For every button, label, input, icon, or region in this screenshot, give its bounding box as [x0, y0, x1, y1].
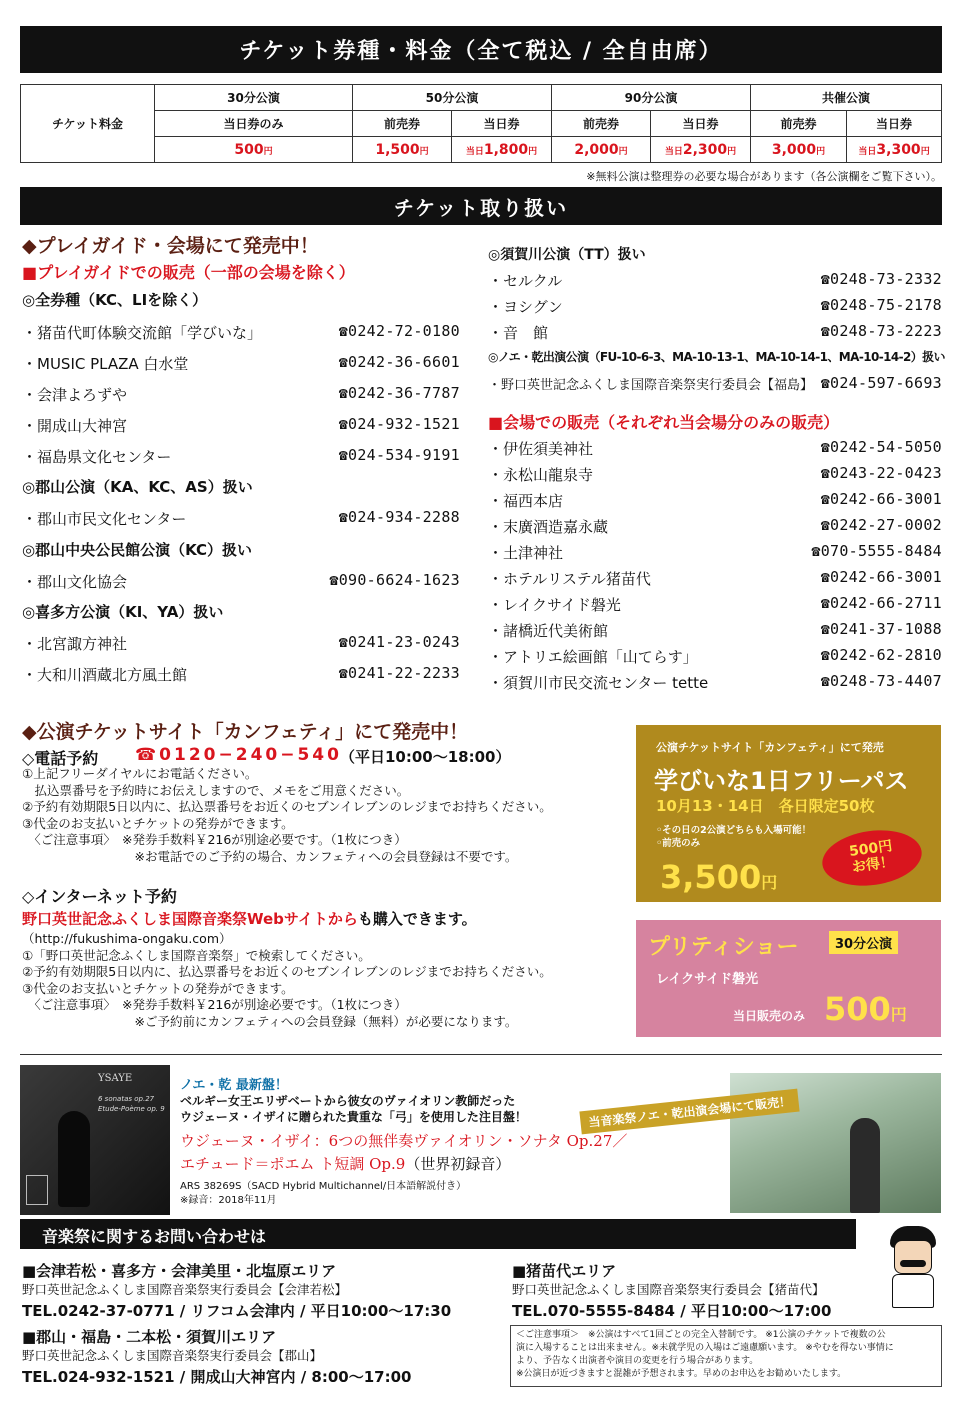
outlet-row — [22, 633, 460, 654]
artist-figure — [850, 1118, 880, 1213]
cd-desc: ベルギー女王エリザベートから彼女のヴァイオリン教師だった — [180, 1094, 516, 1108]
outlet-row — [22, 508, 460, 529]
outlet-name: ・福西本店 — [488, 492, 564, 510]
fee-type: 前売券 — [751, 111, 847, 137]
mascot-icon — [884, 1226, 940, 1308]
cd-label-line: ノエ・乾 最新盤！ — [180, 1078, 288, 1093]
category-label: ◎郡山公演（KA、KC、AS）扱い — [22, 478, 253, 496]
outlet-phone[interactable]: ☎0248-73-2332 — [820, 270, 942, 288]
outlet-phone[interactable]: ☎0242-66-2711 — [820, 594, 942, 612]
section-divider — [20, 1054, 942, 1055]
outlet-phone[interactable]: ☎0242-62-2810 — [820, 646, 942, 664]
playguide-subheading: ■プレイガイドでの販売（一部の会場を除く） — [22, 263, 355, 282]
phone-number[interactable]: ☎0120−240−540 — [135, 745, 342, 765]
outlet-name: ・永松山龍泉寺 — [488, 466, 594, 484]
contact-area-title: ■郡山・福島・二本松・須賀川エリア — [22, 1328, 277, 1346]
pretty-show-tag: 30分公演 — [829, 931, 898, 954]
net-site-link[interactable]: 野口英世記念ふくしま国際音楽祭Webサイトから — [22, 910, 358, 928]
sukagawa-label: ◎須賀川公演（TT）扱い — [488, 247, 646, 263]
outlet-row — [22, 664, 460, 685]
fee-group: 30分公演 — [155, 85, 353, 111]
fee-section-title: チケット券種・料金（全て税込 / 全自由席） — [239, 39, 723, 64]
outlet-row — [488, 296, 942, 317]
cd-cover-sub: Etude-Poème op. 9 — [98, 1105, 165, 1113]
outlet-phone[interactable]: ☎0242-66-3001 — [820, 490, 942, 508]
fee-price: 3,000円 — [751, 137, 847, 163]
outlet-phone[interactable]: ☎0242-36-7787 — [338, 384, 460, 402]
outlet-phone[interactable]: ☎024-932-1521 — [338, 415, 460, 433]
contact-area-tel[interactable]: TEL.024-932-1521 / 開成山大神宮内 / 8:00〜17:00 — [22, 1368, 412, 1386]
phone-instructions: ①上記フリーダイヤルにお電話ください。 払込票番号を予約時にお伝えしますので、メモをご用意ください。 ②予約有効期限5日以内に、払込票番号をお近くのセブンイレブンのレジまでお持ちください。 ③代金のお支払いとチケットの発券ができます。 〈ご注意事項〉 ※発券手数料￥216が別途必要です。（1枚につき） ※お電話でのご予約の場合、カンフェティへの会員登録は不要です。 — [22, 766, 552, 864]
outlet-name: ・郡山市民文化センター — [22, 510, 187, 528]
fee-price: 500円 — [155, 137, 353, 163]
cd-cover-title: YSAYE — [98, 1073, 133, 1084]
outlet-row — [488, 374, 942, 393]
outlet-row — [488, 438, 942, 459]
fee-price: 当日3,300円 — [847, 137, 942, 163]
fee-price: 1,500円 — [353, 137, 452, 163]
outlet-name: ・ホテルリステル猪苗代 — [488, 570, 651, 588]
fee-group: 90分公演 — [552, 85, 751, 111]
outlet-row — [488, 542, 942, 563]
free-pass-top: 公演チケットサイト「カンフェティ」にて発売 — [656, 741, 884, 754]
contact-area-title: ■猪苗代エリア — [512, 1262, 617, 1280]
outlet-phone[interactable]: ☎070-5555-8484 — [811, 542, 942, 560]
outlet-phone[interactable]: ☎0242-54-5050 — [820, 438, 942, 456]
outlet-phone[interactable]: ☎090-6624-1623 — [329, 571, 460, 589]
fee-table — [20, 84, 942, 163]
fee-type: 前売券 — [552, 111, 651, 137]
cd-title: エチュード＝ポエム ト短調 Op.9（世界初録音） — [180, 1155, 511, 1173]
outlet-row — [22, 384, 460, 405]
pretty-show-label: 当日販売のみ — [733, 1009, 806, 1023]
contact-area-tel[interactable]: TEL.0242-37-0771 / リフコム会津内 / 平日10:00〜17:30 — [22, 1302, 452, 1320]
outlet-row — [22, 415, 460, 436]
outlet-name: ・福島県文化センター — [22, 448, 172, 466]
free-pass-box — [636, 725, 941, 902]
outlet-phone[interactable]: ☎024-597-6693 — [820, 374, 942, 392]
category-label: ◎郡山中央公民館公演（KC）扱い — [22, 541, 253, 559]
free-pass-note: ◦前売のみ — [656, 838, 701, 849]
category-label: ◎喜多方公演（KI、YA）扱い — [22, 603, 224, 621]
outlet-row — [22, 322, 460, 343]
outlet-row — [488, 270, 942, 291]
outlet-row — [22, 353, 460, 374]
free-pass-dates: 10月13・14日 各日限定50枚 — [656, 797, 875, 815]
outlet-phone[interactable]: ☎0248-73-4407 — [820, 672, 942, 690]
outlet-name: ・MUSIC PLAZA 白水堂 — [22, 355, 189, 373]
outlet-phone[interactable]: ☎0242-66-3001 — [820, 568, 942, 586]
contact-area-tel[interactable]: TEL.070-5555-8484 / 平日10:00〜17:00 — [512, 1302, 832, 1320]
outlet-phone[interactable]: ☎0248-73-2223 — [820, 322, 942, 340]
outlet-phone[interactable]: ☎0241-23-0243 — [338, 633, 460, 651]
fee-price: 当日2,300円 — [651, 137, 751, 163]
contact-notes-box: ＜ご注意事項＞ ※公演はすべて1回ごとの完全入替制です。 ※1公演のチケットで複数の公 演に入場することは出来ません。※未就学児の入場はご遠慮願います。 ※やむを得ない事情に より、予告なく出演者や演目の変更を行う場合があります。 ※公演日が近づきますと混雑が予想されます。早めのお申込をお勧めいたします。 — [510, 1325, 942, 1387]
ticket-section-header — [20, 187, 942, 225]
outlet-phone[interactable]: ☎024-534-9191 — [338, 446, 460, 464]
cd-catalog: ARS 38269S（SACD Hybrid Multichannel/日本語解説付き） — [180, 1181, 467, 1192]
outlet-name: ・開成山大神宮 — [22, 417, 128, 435]
outlet-row — [488, 490, 942, 511]
all-tickets-label: ◎全券種（KC、LIを除く） — [22, 291, 208, 309]
fee-group: 50分公演 — [353, 85, 552, 111]
cd-desc: ウジェーヌ・イザイに贈られた貴重な「弓」を使用した注目盤！ — [180, 1110, 527, 1124]
phone-label: ◇電話予約 — [22, 749, 99, 768]
outlet-row — [488, 672, 942, 693]
outlet-name: ・土津神社 — [488, 544, 564, 562]
outlet-phone[interactable]: ☎0241-22-2233 — [338, 664, 460, 682]
outlet-phone[interactable]: ☎0242-36-6601 — [338, 353, 460, 371]
fee-type: 当日券 — [847, 111, 942, 137]
pretty-show-box — [636, 920, 941, 1037]
playguide-heading: ◆プレイガイド・会場にて発売中！ — [22, 235, 319, 257]
contact-title: 音楽祭に関するお問い合わせは — [42, 1227, 267, 1246]
outlet-name: ・郡山文化協会 — [22, 573, 128, 591]
outlet-name: ・音 館 — [488, 324, 549, 342]
fee-type: 当日券 — [452, 111, 552, 137]
outlet-row — [22, 446, 460, 467]
outlet-row — [22, 571, 460, 592]
outlet-name: ・北宮諏方神社 — [22, 635, 128, 653]
fee-price: 当日1,800円 — [452, 137, 552, 163]
confetti-heading: ◆公演チケットサイト「カンフェティ」にて発売中！ — [22, 721, 469, 743]
outlet-row — [488, 620, 942, 641]
outlet-phone[interactable]: ☎0242-72-0180 — [338, 322, 460, 340]
phone-hours: （平日10:00〜18:00） — [340, 748, 511, 766]
outlet-phone[interactable]: ☎024-934-2288 — [338, 508, 460, 526]
savings-badge: 500円 お得！ — [819, 824, 926, 891]
venue-sales-heading: ■会場での販売（それぞれ当会場分のみの販売） — [488, 413, 840, 432]
fee-type: 前売券 — [353, 111, 452, 137]
outlet-phone[interactable]: ☎0248-75-2178 — [820, 296, 942, 314]
fee-type: 当日券のみ — [155, 111, 353, 137]
outlet-name: ・諸橋近代美術館 — [488, 622, 609, 640]
outlet-name: ・会津よろずや — [22, 386, 128, 404]
net-instructions: （http://fukushima-ongaku.com） ①「野口英世記念ふくしま国際音楽祭」で検索してください。 ②予約有効期限5日以内に、払込票番号をお近くのセブンイレブンのレジまでお持ちください。 ③代金のお支払いとチケットの発券ができます。 〈ご注意事項〉 ※発券手数料￥216が別途必要です。（1枚につき） ※ご予約前にカンフェティへの会員登録（無料）が必要になります。 — [22, 931, 552, 1029]
outlet-name: ・アトリエ絵画館「山てらす」 — [488, 648, 698, 666]
outlet-name: ・伊佐須美神社 — [488, 440, 594, 458]
fee-group: 共催公演 — [751, 85, 942, 111]
outlet-name: ・野口英世記念ふくしま国際音楽祭実行委員会【福島】 — [488, 378, 814, 393]
contact-header — [20, 1219, 856, 1249]
cd-cover — [20, 1065, 170, 1215]
contact-area-title: ■会津若松・喜多方・会津美里・北塩原エリア — [22, 1262, 337, 1280]
outlet-row — [488, 568, 942, 589]
outlet-phone[interactable]: ☎0243-22-0423 — [820, 464, 942, 482]
net-site-line: 野口英世記念ふくしま国際音楽祭Webサイトからも購入できます。 — [22, 910, 477, 928]
fee-price: 2,000円 — [552, 137, 651, 163]
outlet-row — [488, 594, 942, 615]
outlet-phone[interactable]: ☎0241-37-1088 — [820, 620, 942, 638]
outlet-name: ・レイクサイド磐光 — [488, 596, 621, 614]
noe-label: ◎ノエ・乾出演公演（FU-10-6-3、MA-10-13-1、MA-10-14-1、MA-10-14-2）扱い — [488, 350, 945, 364]
net-label: ◇インターネット予約 — [22, 887, 177, 906]
fee-row-label: チケット料金 — [21, 85, 155, 163]
fee-note: ※無料公演は整理券の必要な場合があります（各公演欄をご覧下さい）。 — [586, 170, 942, 183]
fee-section-header — [20, 26, 942, 73]
outlet-name: ・セルクル — [488, 272, 563, 290]
cd-sale-ribbon: 当音楽祭ノエ・乾出演会場にて販売！ — [579, 1089, 800, 1135]
outlet-phone[interactable]: ☎0242-27-0002 — [820, 516, 942, 534]
free-pass-title: 学びいな1日フリーパス — [654, 767, 909, 795]
contact-area-org: 野口英世記念ふくしま国際音楽祭実行委員会【猪苗代】 — [512, 1282, 825, 1297]
violinist-silhouette — [58, 1111, 90, 1207]
outlet-name: ・大和川酒蔵北方風土館 — [22, 666, 188, 684]
free-pass-price: 3,500円 — [660, 858, 778, 896]
cd-cover-sub: 6 sonatas op.27 — [98, 1095, 155, 1103]
pretty-show-price: 500円 — [824, 990, 907, 1028]
outlet-name: ・須賀川市民交流センター tette — [488, 674, 709, 692]
cd-logo-icon — [26, 1175, 48, 1205]
outlet-row — [488, 516, 942, 537]
outlet-name: ・末廣酒造嘉永蔵 — [488, 518, 609, 536]
pretty-show-venue: レイクサイド磐光 — [656, 972, 759, 987]
outlet-name: ・ヨシグン — [488, 298, 563, 316]
fee-type: 当日券 — [651, 111, 751, 137]
outlet-row — [488, 322, 942, 343]
free-pass-note: ◦その日の2公演どちらも入場可能！ — [656, 825, 812, 836]
outlet-name: ・猪苗代町体験交流館「学びいな」 — [22, 324, 263, 342]
outlet-row — [488, 464, 942, 485]
cd-recording-date: ※録音：2018年11月 — [180, 1195, 277, 1206]
cd-title: ウジェーヌ・イザイ：6つの無伴奏ヴァイオリン・ソナタ Op.27／ — [180, 1132, 628, 1150]
contact-area-org: 野口英世記念ふくしま国際音楽祭実行委員会【会津若松】 — [22, 1282, 348, 1297]
ticket-section-title: チケット取り扱い — [393, 195, 569, 220]
contact-area-org: 野口英世記念ふくしま国際音楽祭実行委員会【郡山】 — [22, 1348, 323, 1363]
outlet-row — [488, 646, 942, 667]
pretty-show-title: プリティショー — [648, 935, 799, 960]
